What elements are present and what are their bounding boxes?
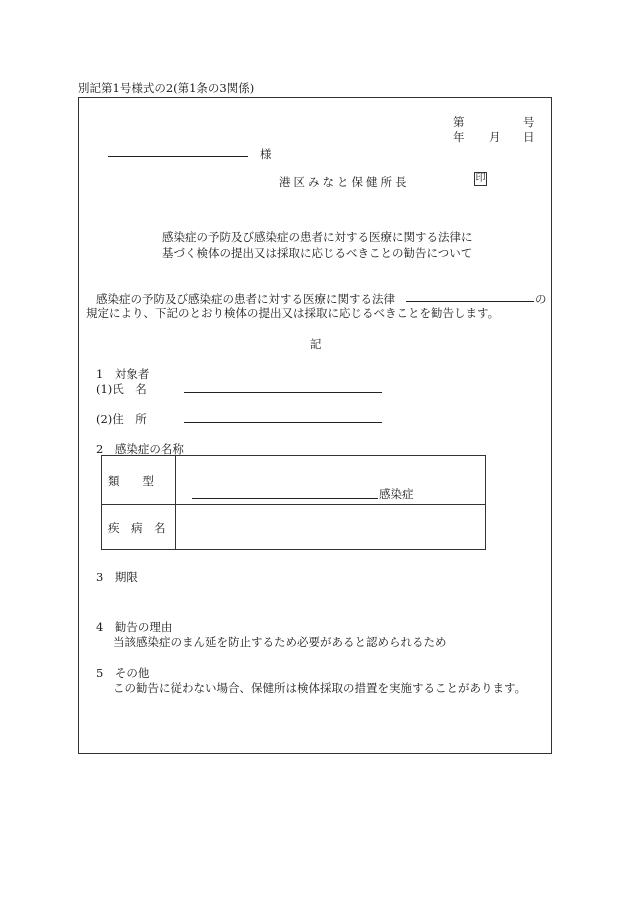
address-label: (2)住 所 — [96, 412, 147, 426]
document-frame — [78, 97, 552, 754]
body-line-1: 感染症の予防及び感染症の患者に対する医療に関する法律 — [96, 292, 395, 306]
number-prefix: 第 — [453, 115, 465, 129]
ki-heading: 記 — [310, 337, 322, 351]
date-year-label: 年 — [453, 130, 465, 144]
number-suffix: 号 — [523, 115, 535, 129]
address-field-line[interactable] — [184, 422, 382, 423]
table-column-divider — [175, 456, 176, 549]
name-field-line[interactable] — [184, 392, 382, 393]
date-day-label: 日 — [523, 130, 535, 144]
section-1-heading: 1 対象者 — [96, 367, 150, 381]
subject-line-2: 基づく検体の提出又は採取に応じるべきことの勧告について — [162, 246, 473, 260]
section-4-heading: 4 勧告の理由 — [96, 620, 173, 634]
law-article-line[interactable] — [406, 301, 534, 302]
section-3-heading: 3 期限 — [96, 570, 138, 584]
body-line-2: 規定により、下記のとおり検体の提出又は採取に応じるべきことを勧告します。 — [86, 306, 500, 320]
addressee-line[interactable] — [108, 156, 248, 157]
seal-mark: 印 — [475, 173, 486, 184]
table-row-divider — [102, 504, 485, 505]
section-4-text: 当該感染症のまん延を防止するため必要があると認められるため — [113, 635, 447, 649]
body-line-1-tail: の — [535, 292, 547, 306]
table-disease-label: 疾 病 名 — [108, 521, 166, 535]
subject-line-1: 感染症の予防及び感染症の患者に対する医療に関する法律に — [162, 230, 473, 244]
date-month-label: 月 — [489, 130, 501, 144]
addressee-suffix: 様 — [260, 147, 272, 161]
table-type-field-line[interactable] — [192, 498, 378, 499]
form-title: 別記第1号様式の2(第1条の3関係) — [78, 81, 255, 95]
table-type-value: 感染症 — [379, 487, 414, 501]
section-5-text: この勧告に従わない場合、保健所は検体採取の措置を実施することがあります。 — [113, 681, 527, 695]
name-label: (1)氏 名 — [96, 382, 147, 396]
section-5-heading: 5 その他 — [96, 666, 150, 680]
table-type-label: 類 型 — [108, 474, 154, 488]
issuer-name: 港区みなと保健所長 — [279, 175, 410, 189]
section-2-heading: 2 感染症の名称 — [96, 442, 184, 456]
